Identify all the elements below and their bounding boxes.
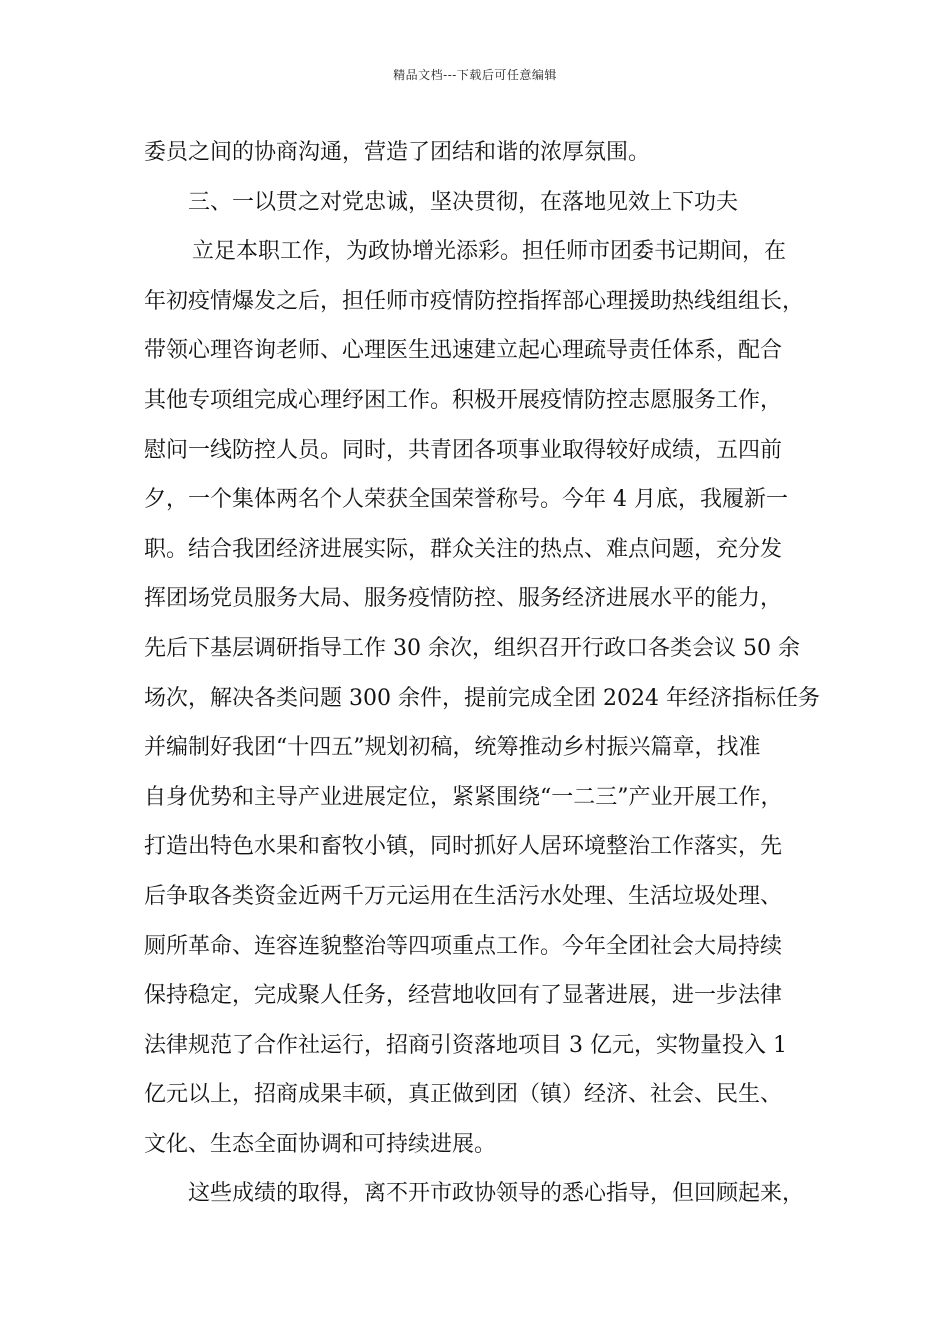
text-line: 带领心理咨询老师、心理医生迅速建立起心理疏导责任体系，配合 [144, 338, 783, 364]
text-line: 先后下基层调研指导工作 30 余次，组织召开行政口各类会议 50 余 [144, 635, 800, 661]
text-line: 并编制好我团“十四五”规划初稿，统筹推动乡村振兴篇章，找准 [144, 735, 761, 761]
section-heading: 三、一以贯之对党忠诚，坚决贯彻，在落地见效上下功夫 [188, 189, 739, 215]
text-line: 法律规范了合作社运行，招商引资落地项目 3 亿元，实物量投入 1 [144, 1032, 787, 1058]
text-line: 慰问一线防控人员。同时，共青团各项事业取得较好成绩，五四前 [144, 437, 783, 463]
text-line: 打造出特色水果和畜牧小镇，同时抓好人居环境整治工作落实，先 [144, 834, 783, 860]
text-line: 后争取各类资金近两千万元运用在生活污水处理、生活垃圾处理、 [144, 883, 783, 909]
text-line: 年初疫情爆发之后，担任师市疫情防控指挥部心理援助热线组组长， [144, 288, 805, 314]
text-line: 立足本职工作，为政协增光添彩。担任师市团委书记期间，在 [192, 239, 787, 265]
text-line: 自身优势和主导产业进展定位，紧紧围绕“一二三”产业开展工作， [144, 784, 783, 810]
text-line: 夕，一个集体两名个人荣获全国荣誉称号。今年 4 月底，我履新一 [144, 487, 788, 513]
page-header: 精品文档---下载后可任意编辑 [393, 68, 557, 82]
text-line: 挥团场党员服务大局、服务疫情防控、服务经济进展水平的能力， [144, 586, 783, 612]
text-line: 职。结合我团经济进展实际，群众关注的热点、难点问题，充分发 [144, 536, 783, 562]
text-line: 亿元以上，招商成果丰硕，真正做到团（镇）经济、社会、民生、 [144, 1082, 783, 1108]
document-body [144, 128, 824, 1219]
text-line: 其他专项组完成心理纾困工作。积极开展疫情防控志愿服务工作， [144, 387, 783, 413]
text-line: 厕所革命、连容连貌整治等四项重点工作。今年全团社会大局持续 [144, 933, 783, 959]
text-line: 保持稳定，完成聚人任务，经营地收回有了显著进展，进一步法律 [144, 983, 783, 1009]
text-line: 场次，解决各类问题 300 余件，提前完成全团 2024 年经济指标任务 [144, 685, 820, 711]
text-line: 文化、生态全面协调和可持续进展。 [144, 1131, 497, 1157]
text-line: 委员之间的协商沟通，营造了团结和谐的浓厚氛围。 [144, 140, 651, 165]
text-line: 这些成绩的取得，离不开市政协领导的悉心指导，但回顾起来， [188, 1181, 805, 1207]
